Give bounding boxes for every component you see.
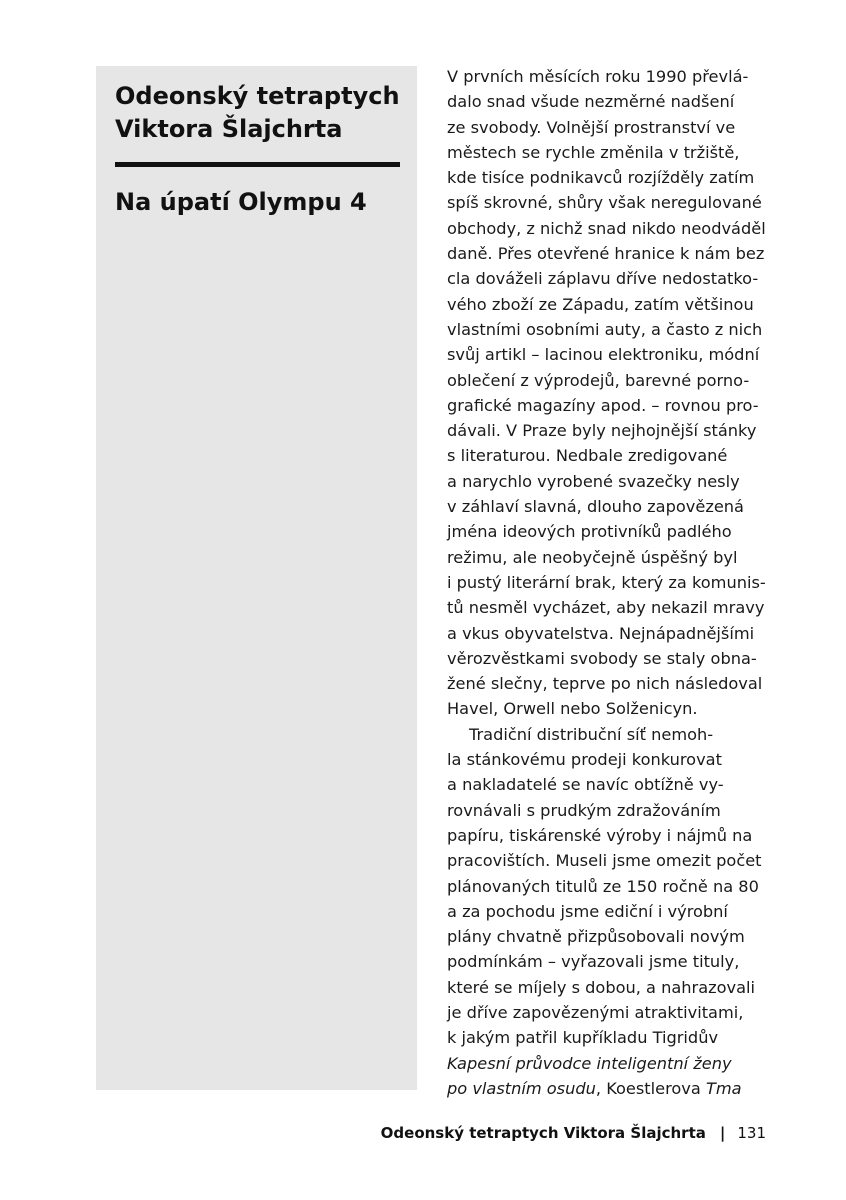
body-line: a vkus obyvatelstva. Nejnápadnějšími: [447, 623, 755, 643]
body-line: s literaturou. Nedbale zredigované: [447, 446, 728, 466]
sidebar-panel: [96, 66, 417, 1090]
body-line: a nakladatelé se navíc obtížně vy-: [447, 775, 724, 795]
body-line: v záhlaví slavná, dlouho zapovězená: [447, 497, 744, 517]
body-line: kde tisíce podnikavců rozjížděly zatím: [447, 168, 755, 188]
body-text-fragment: , Koestlerova: [595, 1078, 706, 1098]
footer-separator: |: [719, 1124, 726, 1142]
body-line: vlastními osobními auty, a často z nich: [447, 319, 763, 339]
body-line: podmínkám – vyřazovali jsme tituly,: [447, 952, 740, 972]
paragraph-start-line: Tradiční distribuční síť nemoh-: [469, 724, 714, 744]
body-line: [447, 1051, 767, 1076]
body-line: dávali. V Praze byly nejhojnější stánky: [447, 421, 757, 441]
body-text: [447, 64, 767, 1101]
title-divider: [115, 162, 400, 167]
body-line: [447, 1076, 767, 1101]
body-line: papíru, tiskárenské výroby i nájmů na: [447, 825, 753, 845]
body-line: V prvních měsících roku 1990 převlá-: [447, 67, 749, 86]
body-line: žené slečny, teprve po nich následoval: [447, 674, 763, 694]
body-line: plánovaných titulů ze 150 ročně na 80: [447, 876, 759, 896]
body-line: Havel, Orwell nebo Solženicyn.: [447, 699, 698, 719]
body-line: a za pochodu jsme ediční i výrobní: [447, 901, 728, 921]
page-number: 131: [737, 1124, 766, 1142]
body-line: je dříve zapovězenými atraktivitami,: [447, 1002, 744, 1022]
body-line: obchody, z nichž snad nikdo neodváděl: [447, 218, 766, 238]
body-line: vého zboží ze Západu, zatím většinou: [447, 294, 754, 314]
body-line: a narychlo vyrobené svazečky nesly: [447, 471, 740, 491]
body-line: ze svobody. Volnější prostranství ve: [447, 117, 736, 137]
body-line: daně. Přes otevřené hranice k nám bez: [447, 244, 765, 264]
body-line: režimu, ale neobyčejně úspěšný byl: [447, 547, 738, 567]
body-line: dalo snad všude nezměrné nadšení: [447, 92, 735, 112]
page-footer: [381, 1123, 766, 1143]
body-line: grafické magazíny apod. – rovnou pro-: [447, 395, 759, 415]
book-title-italic: po vlastním osudu: [447, 1078, 596, 1098]
chapter-title: Odeonský tetraptych Viktora Šlajchrta: [115, 82, 400, 143]
body-line: svůj artikl – lacinou elektroniku, módní: [447, 345, 760, 365]
body-line: spíš skrovné, shůry však neregulované: [447, 193, 762, 213]
body-line: plány chvatně přizpůsobovali novým: [447, 927, 745, 947]
body-line: k jakým patřil kupříkladu Tigridův: [447, 1028, 719, 1048]
body-line: oblečení z výprodejů, barevné porno-: [447, 370, 750, 390]
body-line: cla dováželi záplavu dříve nedostatko-: [447, 269, 759, 289]
body-line: jména ideových protivníků padlého: [447, 522, 732, 542]
body-line: i pustý literární brak, který za komunis-: [447, 572, 766, 592]
book-title-italic: Kapesní průvodce inteligentní ženy: [447, 1053, 732, 1073]
body-line: tů nesměl vycházet, aby nekazil mravy: [447, 598, 765, 618]
chapter-subtitle: Na úpatí Olympu 4: [115, 188, 367, 216]
body-line: la stánkovému prodeji konkurovat: [447, 750, 722, 770]
body-line: pracovištích. Museli jsme omezit počet: [447, 851, 762, 871]
body-line: rovnávali s prudkým zdražováním: [447, 800, 721, 820]
book-title-italic: Tma: [705, 1078, 742, 1098]
body-line: které se míjely s dobou, a nahrazovali: [447, 977, 756, 997]
running-head: Odeonský tetraptych Viktora Šlajchrta: [380, 1124, 706, 1142]
body-line: městech se rychle změnila v tržiště,: [447, 142, 740, 162]
body-line: věrozvěstkami svobody se staly obna-: [447, 648, 757, 668]
